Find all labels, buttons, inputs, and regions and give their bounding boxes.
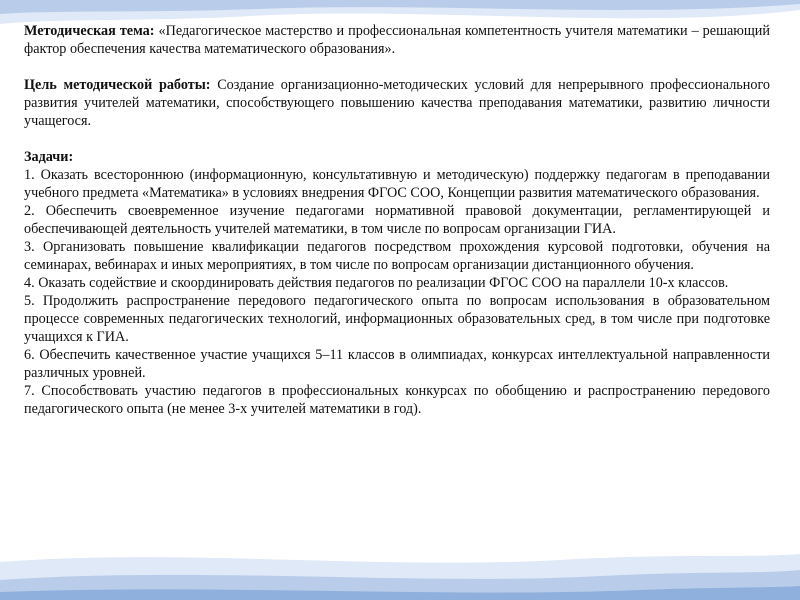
goal-paragraph: [24, 76, 770, 130]
goal-text: Создание организационно-методических условий для непрерывного профессионального развития учителей математики, способствующего повышению качества преподавания математики, развитию личности учащегося.: [24, 77, 770, 129]
task-item-6: 6. Обеспечить качественное участие учащихся 5–11 классов в олимпиадах, конкурсах интеллектуальной направленности различных уровней.: [24, 347, 770, 381]
tasks-heading: Задачи:: [24, 149, 74, 165]
task-item-2: 2. Обеспечить своевременное изучение педагогами нормативной правовой документации, регламентирующей и обеспечивающей деятельность учителей математики, в том числе по вопросам организации ГИА.: [24, 203, 770, 237]
task-item-4: 4. Оказать содействие и скоординировать действия педагогов по реализации ФГОС СОО на параллели 10-х классов.: [24, 275, 729, 291]
goal-label: Цель методической работы:: [24, 77, 211, 93]
task-item-5: 5. Продолжить распространение передового педагогического опыта по вопросам использования в образовательном процессе современных педагогических технологий, информационных образовательных сред, в том числе при подготовке учащихся к ГИА.: [24, 293, 770, 345]
theme-paragraph: [24, 22, 770, 58]
task-item-7: 7. Способствовать участию педагогов в профессиональных конкурсах по обобщению и распространению передового педагогического опыта (не менее 3-х учителей математики в год).: [24, 383, 770, 417]
theme-text: «Педагогическое мастерство и профессиональная компетентность учителя математики – решающий фактор обеспечения качества математического образования».: [24, 23, 770, 57]
theme-label: Методическая тема:: [24, 23, 155, 39]
task-item-3: 3. Организовать повышение квалификации педагогов посредством прохождения курсовой подготовки, обучения на семинарах, вебинарах и иных мероприятиях, в том числе по вопросам организации дистанционного обучения.: [24, 239, 770, 273]
task-item-1: 1. Оказать всестороннюю (информационную, консультативную и методическую) поддержку педагогам в преподавании учебного предмета «Математика» в условиях внедрения ФГОС СОО, Концепции развития математического образования.: [24, 167, 770, 201]
slide-text: [24, 22, 770, 418]
bottom-wave-decoration: [0, 540, 800, 600]
